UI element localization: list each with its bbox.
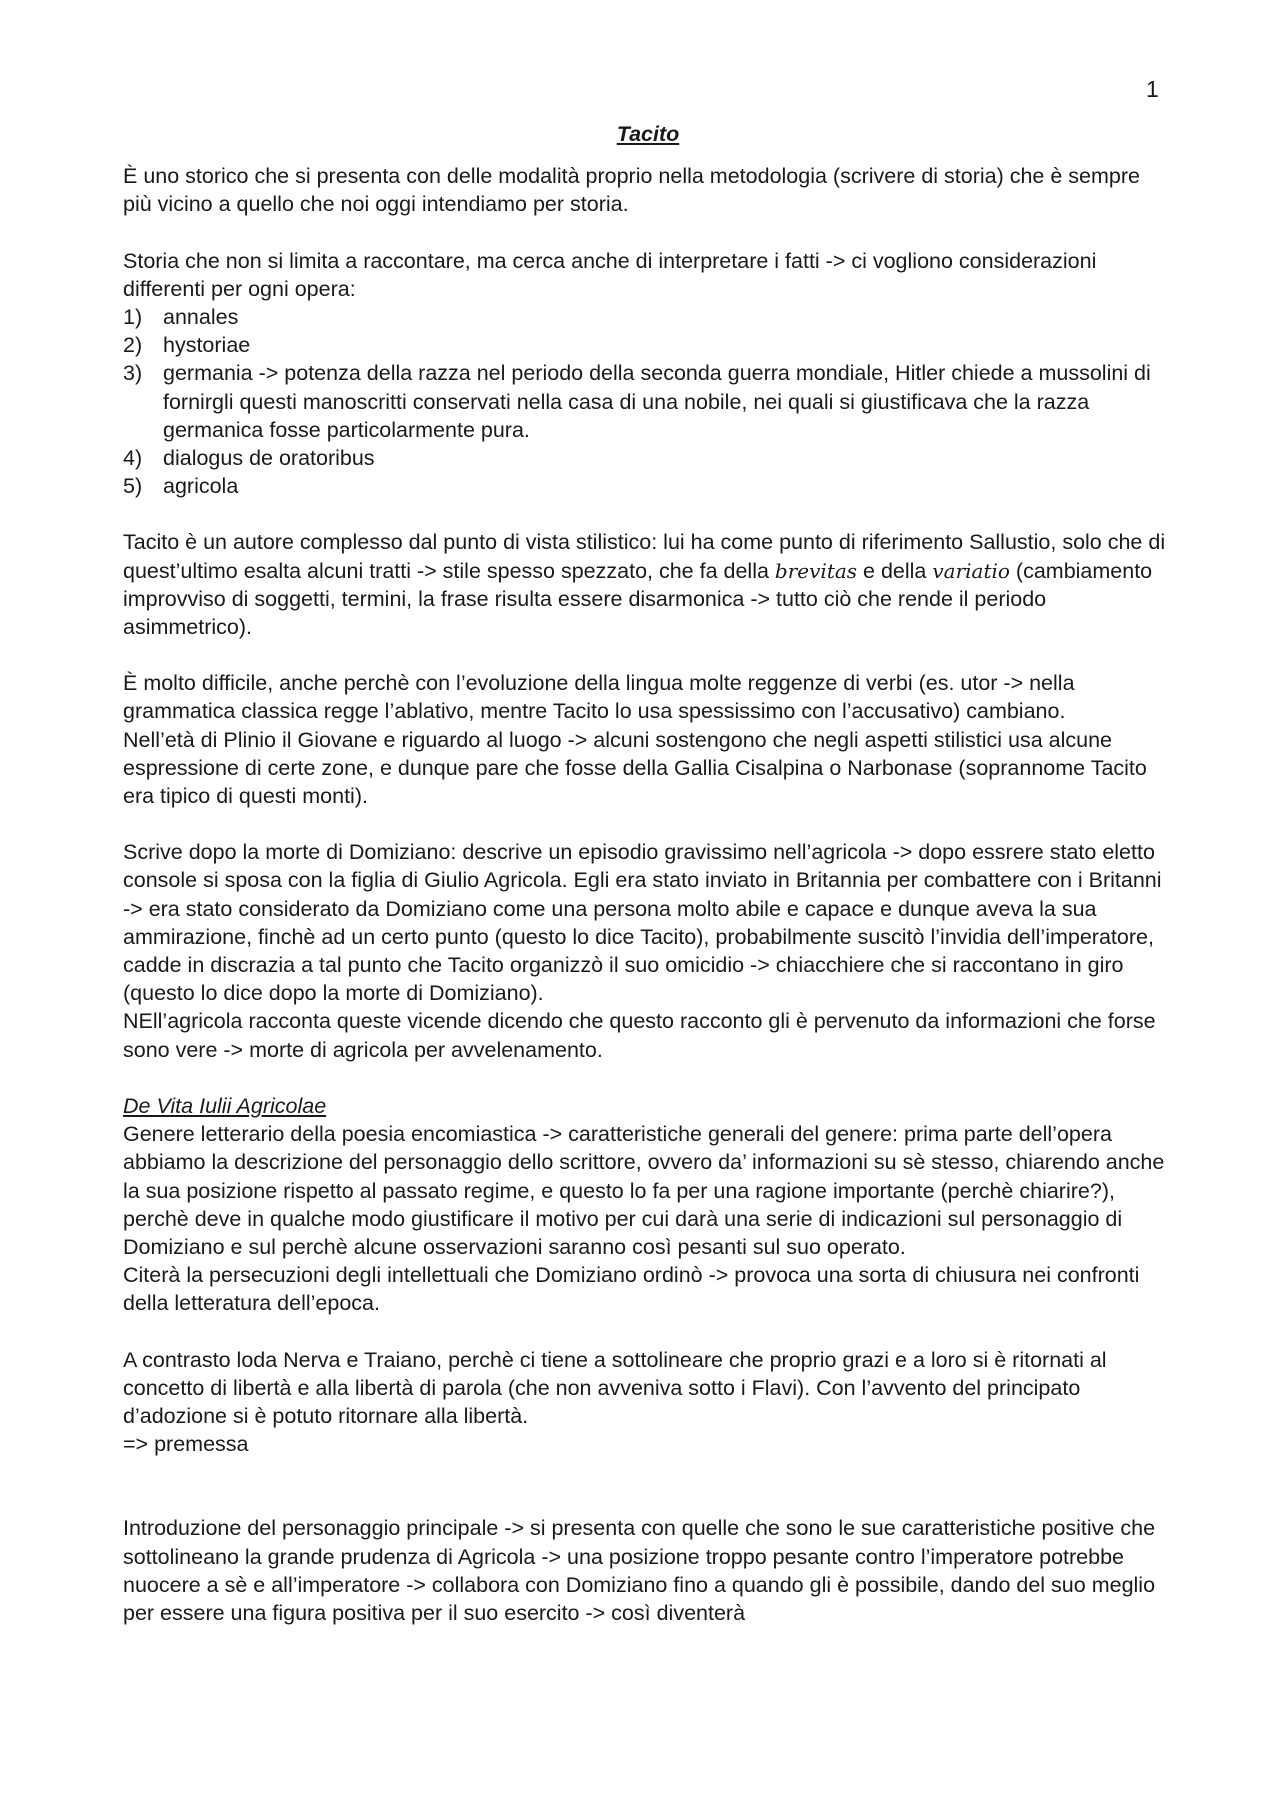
list-item xyxy=(123,303,1173,331)
document-body xyxy=(123,120,1173,1627)
list-item-number: 5) xyxy=(123,474,143,499)
domiziano-paragraph: Scrive dopo la morte di Domiziano: descrive un episodio gravissimo nell’agricola -> dopo essrere stato eletto console si sposa con la figlia di Giulio Agricola. Egli era stato inviato in Britannia per combattere con i Britanni -> era stato considerato da Domiziano come una persona molto abile e capace e dunque aveva la sua ammirazione, finchè ad un certo punto (questo lo dice Tacito), probabilmente suscitò l’invidia dell’imperatore, cadde in discrazia a tal punto che Tacito organizzò il suo omicidio -> chiacchiere che si raccontano in giro (questo lo dice dopo la morte di Domiziano). xyxy=(123,840,1162,1006)
main-character-paragraph: Introduzione del personaggio principale -> si presenta con quelle che sono le sue caratteristiche positive che sottolineano la grande prudenza di Agricola -> una posizione troppo pesante contro l’imperatore potrebbe nuocere a sè e all’imperatore -> collabora con Domiziano fino a quando gli è possibile, dando del suo meglio per essere una figura positiva per il suo esercito -> così diventerà xyxy=(123,1516,1156,1625)
list-item-text: germania -> potenza della razza nel periodo della seconda guerra mondiale, Hitler chiede a mussolini di fornirgli questi manoscritti conservati nella casa di una nobile, nei quali si giustificava che la razza germanica fosse particolarmente pura. xyxy=(163,361,1151,442)
language-paragraph: È molto difficile, anche perchè con l’evoluzione della lingua molte reggenze di verbi (es. utor -> nella grammatica classica regge l’ablativo, mentre Tacito lo usa spessissimo con l’accusativo) cambiano. xyxy=(123,671,1075,724)
page-title: Tacito xyxy=(616,122,680,146)
list-item-text: hystoriae xyxy=(163,333,251,358)
brevitas-term: brevitas xyxy=(774,558,858,583)
works-list xyxy=(123,303,1173,500)
list-item-number: 1) xyxy=(123,305,143,330)
works-intro-paragraph: Storia che non si limita a raccontare, ma cerca anche di interpretare i fatti -> ci vogliono considerazioni differenti per ogni opera: xyxy=(123,248,1097,301)
list-item-number: 4) xyxy=(123,446,143,471)
list-item-number: 2) xyxy=(123,333,143,358)
list-item xyxy=(123,331,1173,359)
nerva-traiano-paragraph: A contrasto loda Nerva e Traiano, perchè ci tiene a sottolineare che proprio grazi e a loro si è ritornati al concetto di libertà e alla libertà di parola (che non avveniva sotto i Flavi). Con l’avvento del principato d’adozione si è potuto ritornare alla libertà. xyxy=(123,1347,1107,1428)
origin-paragraph: Nell’età di Plinio il Giovane e riguardo al luogo -> alcuni sostengono che negli aspetti stilistici usa alcune espressione di certe zone, e dunque pare che fosse della Gallia Cisalpina o Narbonase (soprannome Tacito era tipico di questi monti). xyxy=(123,727,1147,809)
agricola-paragraph: NEll’agricola racconta queste vicende dicendo che questo racconto gli è pervenuto da informazioni che forse sono vere -> morte di agricola per avvelenamento. xyxy=(123,1009,1156,1062)
style-paragraph xyxy=(123,528,1173,641)
style-text-a: Tacito è un autore complesso dal punto di vista stilistico: lui ha come punto di riferimento Sallustio, solo che di quest’ultimo esalta alcuni tratti -> stile spesso spezzato, che fa della xyxy=(123,530,1166,583)
list-item xyxy=(123,472,1173,500)
genre-paragraph: Genere letterario della poesia encomiastica -> caratteristiche generali del genere: prima parte dell’opera abbiamo la descrizione del personaggio dello scrittore, ovvero da’ informazioni su sè stesso, chiarendo anche la sua posizione rispetto al passato regime, e questo lo fa per una ragione importante (perchè chiarire?), perchè deve in qualche modo giustificare il motivo per cui darà una serie di indicazioni sul personaggio di Domiziano e sul perchè alcune osservazioni saranno così pesanti sul suo operato. xyxy=(123,1122,1165,1259)
variatio-term: variatio xyxy=(932,558,1010,583)
persecution-paragraph: Citerà la persecuzioni degli intellettuali che Domiziano ordinò -> provoca una sorta di chiusura nei confronti della letteratura dell’epoca. xyxy=(123,1263,1140,1316)
section-heading: De Vita Iulii Agricolae xyxy=(123,1093,327,1118)
style-text-b: e della xyxy=(857,558,933,583)
list-item-number: 3) xyxy=(123,361,143,386)
list-item-text: dialogus de oratoribus xyxy=(163,446,375,471)
list-item xyxy=(123,359,1173,444)
premessa-line: => premessa xyxy=(123,1432,249,1457)
list-item-text: agricola xyxy=(163,474,239,499)
list-item xyxy=(123,444,1173,472)
style-text-c: (cambiamento improvviso di soggetti, termini, la frase risulta essere disarmonica -> tutto ciò che rende il periodo asimmetrico). xyxy=(123,558,1153,640)
list-item-text: annales xyxy=(163,305,239,330)
intro-paragraph: È uno storico che si presenta con delle modalità proprio nella metodologia (scrivere di storia) che è sempre più vicino a quello che noi oggi intendiamo per storia. xyxy=(123,164,1140,217)
page-number: 1 xyxy=(1146,76,1159,102)
